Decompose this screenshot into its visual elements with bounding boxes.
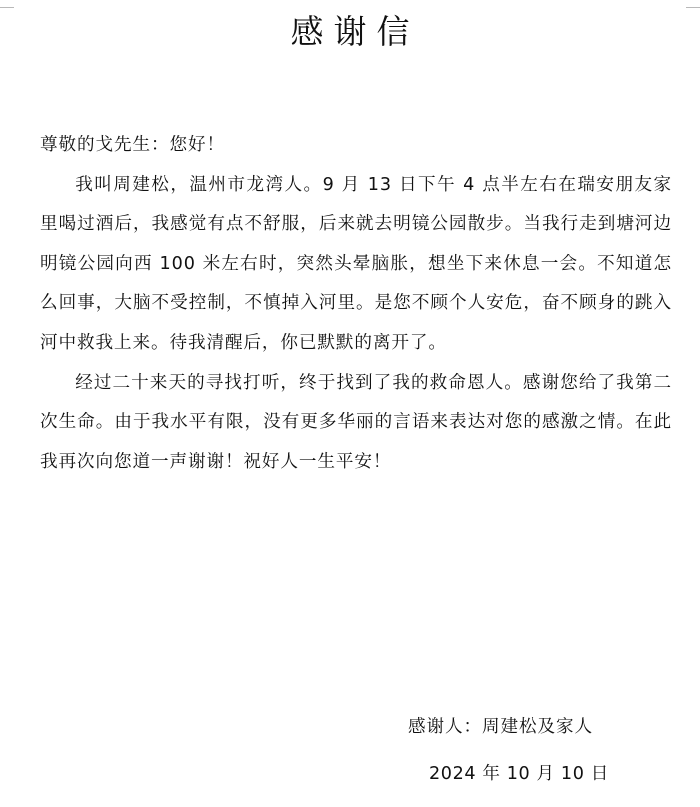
letter-date: 2024 年 10 月 10 日 — [429, 764, 609, 784]
page-title: 感谢信 — [290, 12, 420, 51]
letter-body — [40, 126, 672, 482]
page-corner-mark-right — [686, 0, 700, 8]
paragraph-2: 经过二十来天的寻找打听，终于找到了我的救命恩人。感谢您给了我第二次生命。由于我水平有限，没有更多华丽的言语来表达对您的感激之情。在此我再次向您道一声谢谢！祝好人一生平安！ — [40, 372, 672, 472]
page-corner-mark-left — [0, 0, 14, 8]
paragraph-1: 我叫周建松，温州市龙湾人。9 月 13 日下午 4 点半左右在瑞安朋友家里喝过酒后，我感觉有点不舒服，后来就去明镜公园散步。当我行走到塘河边明镜公园向西 100 米左右时，突然头晕脑胀，想坐下来休息一会。不知道怎么回事，大脑不受控制，不慎掉入河里。是您不顾个人安危，奋不顾身的跳入河中救我上来。待我清醒后，你已默默的离开了。 — [40, 174, 672, 353]
salutation: 尊敬的戈先生：您好！ — [40, 135, 225, 155]
signature: 感谢人：周建松及家人 — [408, 717, 593, 737]
